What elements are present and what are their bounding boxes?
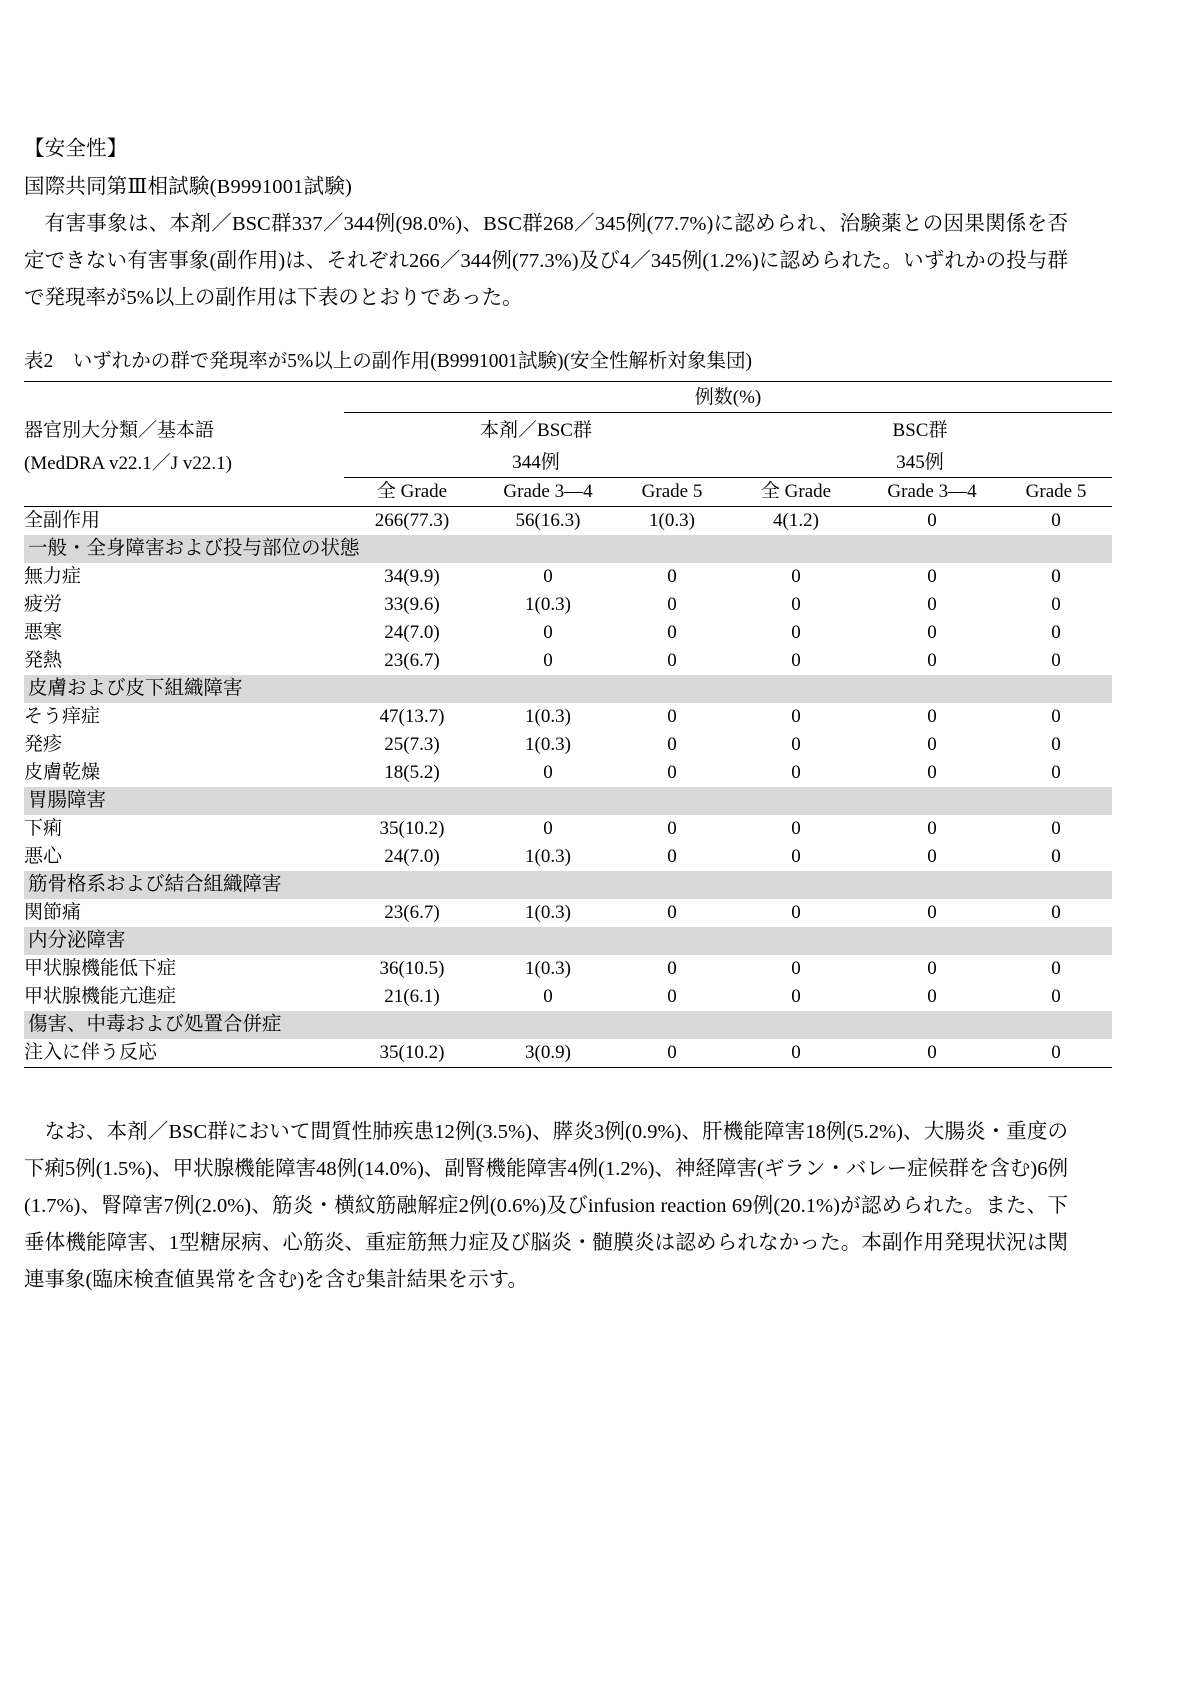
cell-value: 4(1.2) [773, 510, 819, 531]
cell-value: 0 [927, 818, 937, 839]
term-label: 注入に伴う反応 [24, 1039, 344, 1068]
cell-value: 0 [1051, 762, 1061, 783]
cell-value: 0 [1051, 650, 1061, 671]
table-section-row [24, 535, 1112, 563]
cell-value: 0 [927, 902, 937, 923]
cell-value: 0 [791, 566, 801, 587]
cell-value: 0 [791, 958, 801, 979]
cell-value: 3(0.9) [480, 1039, 616, 1068]
cell-value: 1(0.3) [525, 902, 571, 923]
cell-value: 0 [1051, 594, 1061, 615]
table-row [24, 507, 1112, 536]
term-label: 悪心 [24, 846, 63, 867]
cell-value: 0 [667, 566, 677, 587]
cell-value: 0 [543, 762, 553, 783]
cell-value: 0 [927, 958, 937, 979]
cell-value: 1(0.3) [525, 734, 571, 755]
cell-value: 1(0.3) [525, 594, 571, 615]
row-header-line1: 器官別大分類／基本語 [24, 420, 215, 441]
cell-value: 0 [667, 902, 677, 923]
table-section-row [24, 927, 1112, 955]
cell-value: 0 [791, 650, 801, 671]
cell-value: 0 [927, 846, 937, 867]
cell-value: 0 [1051, 734, 1061, 755]
cell-value: 0 [791, 986, 801, 1007]
table-row [24, 815, 1112, 843]
table-group-row [24, 413, 1112, 446]
cell-value: 35(10.2) [344, 1039, 480, 1068]
cell-value: 0 [927, 622, 937, 643]
table-row [24, 843, 1112, 871]
cell-value: 0 [1051, 510, 1061, 531]
table-row [24, 647, 1112, 675]
cell-value: 23(6.7) [384, 902, 440, 923]
cell-value: 0 [1000, 1039, 1112, 1068]
row-header-line2: (MedDRA v22.1／J v22.1) [24, 452, 232, 474]
closing-paragraph: なお、本剤／BSC群において間質性肺疾患12例(3.5%)、膵炎3例(0.9%)、肝機能障害18例(5.2%)、大腸炎・重度の下痢5例(1.5%)、甲状腺機能障害48例(14.0%)、副腎機能障害4例(1.2%)、神経障害(ギラン・バレー症候群を含む)6例(1.7%)、腎障害7例(2.0%)、筋炎・横紋筋融解症2例(0.6%)及びinfusion reaction 69例(20.1%)が認められた。また、下垂体機能障害、1型糖尿病、心筋炎、重症筋無力症及び脳炎・髄膜炎は認められなかった。本副作用発現状況は関連事象(臨床検査値異常を含む)を含む集計結果を示す。 [24, 1121, 1068, 1291]
term-label: 発疹 [24, 734, 63, 755]
cell-value: 0 [1051, 902, 1061, 923]
cell-value: 0 [543, 622, 553, 643]
cell-value: 0 [864, 1039, 1000, 1068]
cell-value: 0 [927, 986, 937, 1007]
table-caption: 表2 いずれかの群で発現率が5%以上の副作用(B9991001試験)(安全性解析対象集団) [24, 351, 752, 372]
units-blank-cell [24, 382, 344, 413]
intro-paragraph: 有害事象は、本剤／BSC群337／344例(98.0%)、BSC群268／345例(77.7%)に認められ、治験薬との因果関係を否定できない有害事象(副作用)は、それぞれ266／344例(77.3%)及び4／345例(1.2%)に認められた。いずれかの投与群で発現率が5%以上の副作用は下表のとおりであった。 [24, 213, 1068, 309]
cell-value: 33(9.6) [384, 594, 440, 615]
table-row [24, 619, 1112, 647]
cell-value: 0 [927, 734, 937, 755]
term-label: 甲状腺機能亢進症 [24, 986, 177, 1007]
cell-value: 0 [1051, 566, 1061, 587]
cell-value: 0 [667, 818, 677, 839]
group-1-name: 本剤／BSC群 [480, 420, 592, 441]
cell-value: 0 [791, 734, 801, 755]
term-label: 疲労 [24, 594, 63, 615]
table-row [24, 591, 1112, 619]
cell-value: 0 [543, 650, 553, 671]
cell-value: 0 [791, 706, 801, 727]
term-label: 発熱 [24, 650, 63, 671]
group-2-name: BSC群 [892, 420, 948, 441]
table-row [24, 759, 1112, 787]
section-label: 内分泌障害 [24, 927, 1112, 955]
cell-value: 0 [728, 1039, 864, 1068]
term-label: 下痢 [24, 818, 63, 839]
cell-value: 0 [791, 818, 801, 839]
grade-header-3: 全 Grade [760, 481, 832, 502]
cell-value: 0 [927, 650, 937, 671]
table-row [24, 563, 1112, 591]
grade-header-4: Grade 3—4 [887, 481, 977, 502]
cell-value: 1(0.3) [525, 846, 571, 867]
table-section-row [24, 1011, 1112, 1039]
section-label: 一般・全身障害および投与部位の状態 [24, 535, 1112, 563]
term-label: 悪寒 [24, 622, 63, 643]
cell-value: 0 [667, 734, 677, 755]
grade-header-2: Grade 5 [641, 481, 703, 502]
cell-value: 0 [667, 986, 677, 1007]
cell-value: 0 [1051, 986, 1061, 1007]
cell-value: 36(10.5) [379, 958, 445, 979]
cell-value: 0 [791, 846, 801, 867]
table-group-n-row [24, 445, 1112, 478]
cell-value: 34(9.9) [384, 566, 440, 587]
cell-value: 0 [667, 706, 677, 727]
table-row [24, 955, 1112, 983]
cell-value: 0 [1051, 846, 1061, 867]
cell-value: 0 [667, 594, 677, 615]
cell-value: 0 [791, 762, 801, 783]
cell-value: 0 [927, 706, 937, 727]
table-row [24, 899, 1112, 927]
cell-value: 1(0.3) [525, 706, 571, 727]
group-2-n: 345例 [728, 445, 1112, 478]
units-label: 例数(%) [344, 382, 1112, 413]
cell-value: 0 [667, 762, 677, 783]
table-section-row [24, 675, 1112, 703]
total-label: 全副作用 [24, 510, 101, 531]
section-label: 傷害、中毒および処置合併症 [24, 1011, 1112, 1039]
cell-value: 24(7.0) [384, 846, 440, 867]
cell-value: 0 [927, 566, 937, 587]
grade-header-0: 全 Grade [376, 481, 448, 502]
table-body [24, 507, 1112, 1068]
table-section-row [24, 787, 1112, 815]
term-label: 甲状腺機能低下症 [24, 958, 177, 979]
study-heading: 国際共同第Ⅲ相試験(B9991001試験) [24, 176, 353, 198]
cell-value: 0 [1051, 818, 1061, 839]
term-label: そう痒症 [24, 706, 101, 727]
grade-header-5: Grade 5 [1025, 481, 1087, 502]
cell-value: 0 [543, 566, 553, 587]
cell-value: 35(10.2) [379, 818, 445, 839]
term-label: 無力症 [24, 566, 82, 587]
cell-value: 266(77.3) [374, 510, 450, 531]
cell-value: 25(7.3) [384, 734, 440, 755]
cell-value: 23(6.7) [384, 650, 440, 671]
table-section-row [24, 871, 1112, 899]
table-grade-header-row [24, 478, 1112, 507]
cell-value: 0 [791, 902, 801, 923]
section-heading: 【安全性】 [24, 138, 128, 160]
cell-value: 0 [543, 986, 553, 1007]
cell-value: 0 [616, 1039, 728, 1068]
cell-value: 24(7.0) [384, 622, 440, 643]
cell-value: 0 [667, 846, 677, 867]
cell-value: 0 [927, 762, 937, 783]
cell-value: 0 [1051, 706, 1061, 727]
cell-value: 0 [667, 650, 677, 671]
cell-value: 0 [927, 594, 937, 615]
cell-value: 18(5.2) [384, 762, 440, 783]
section-label: 胃腸障害 [24, 787, 1112, 815]
section-label: 筋骨格系および結合組織障害 [24, 871, 1112, 899]
table-row [24, 983, 1112, 1011]
cell-value: 0 [927, 510, 937, 531]
cell-value: 1(0.3) [525, 958, 571, 979]
table-row [24, 703, 1112, 731]
cell-value: 21(6.1) [384, 986, 440, 1007]
cell-value: 0 [667, 622, 677, 643]
cell-value: 0 [1051, 622, 1061, 643]
term-label: 皮膚乾燥 [24, 762, 101, 783]
grade-header-1: Grade 3—4 [503, 481, 593, 502]
cell-value: 0 [543, 818, 553, 839]
cell-value: 0 [791, 622, 801, 643]
cell-value: 56(16.3) [515, 510, 581, 531]
page-content [24, 132, 1087, 1299]
cell-value: 0 [791, 594, 801, 615]
table-row [24, 1039, 1112, 1068]
section-label: 皮膚および皮下組織障害 [24, 675, 1112, 703]
group-1-n: 344例 [344, 445, 728, 478]
adverse-reactions-table [24, 381, 1112, 1068]
grade-blank-cell [24, 478, 344, 507]
table-row [24, 731, 1112, 759]
term-label: 関節痛 [24, 902, 82, 923]
cell-value: 47(13.7) [379, 706, 445, 727]
cell-value: 0 [667, 958, 677, 979]
cell-value: 1(0.3) [649, 510, 695, 531]
table-units-row [24, 382, 1112, 413]
cell-value: 0 [1051, 958, 1061, 979]
